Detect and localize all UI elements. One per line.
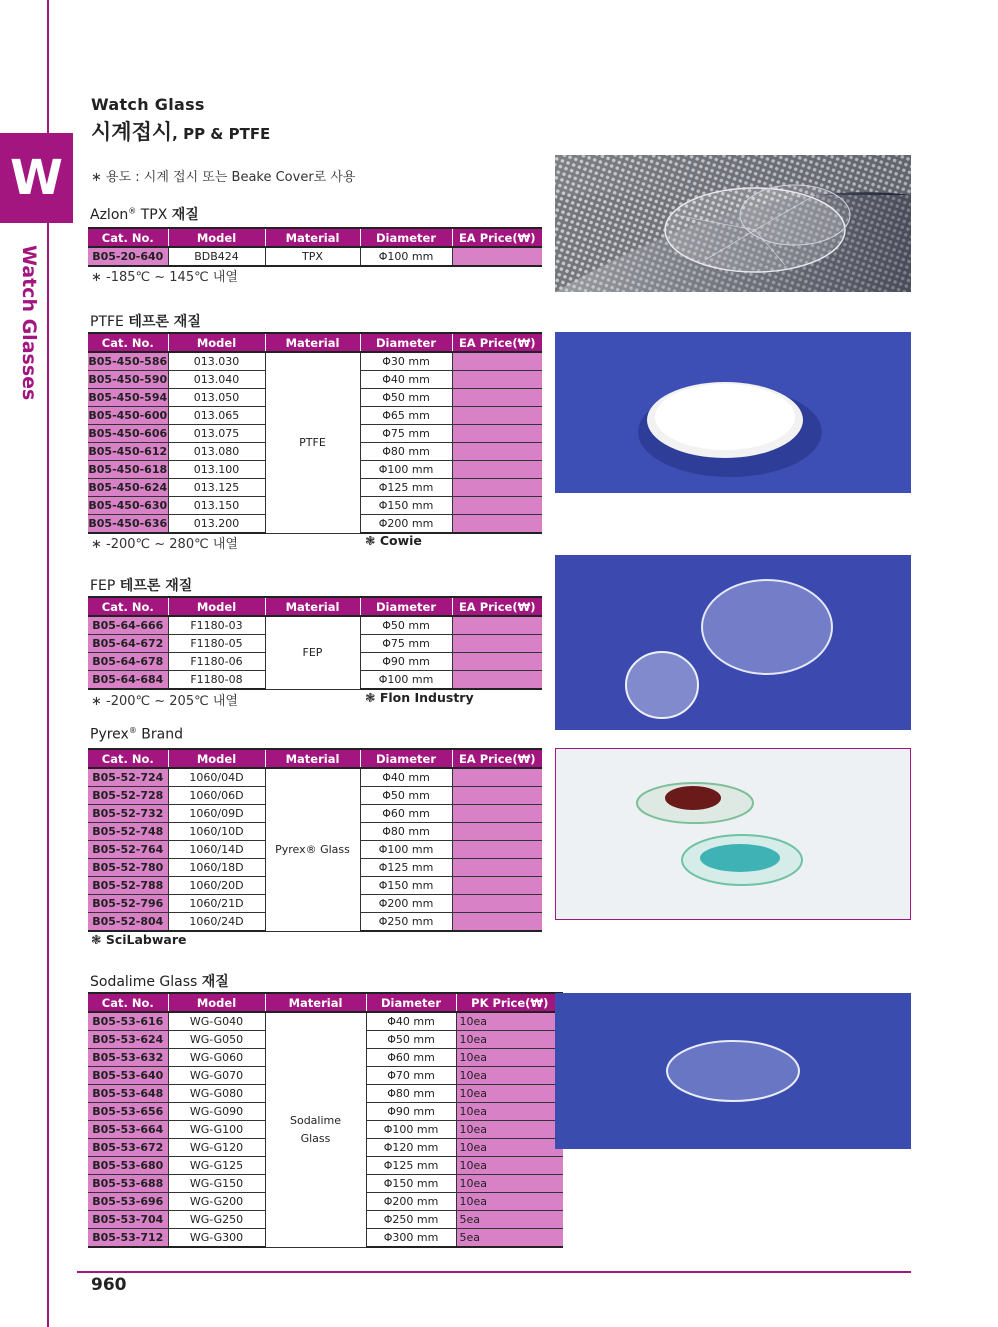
price-cell bbox=[452, 616, 542, 635]
cat-no-cell: B05-450-590 bbox=[88, 371, 168, 389]
price-cell bbox=[452, 768, 542, 787]
fep-watch-glass-photo bbox=[555, 555, 911, 730]
diameter-cell: Φ90 mm bbox=[366, 1103, 456, 1121]
section-title-material: 재질 bbox=[201, 974, 229, 990]
model-cell: 013.200 bbox=[168, 515, 265, 534]
cat-no-cell: B05-450-612 bbox=[88, 443, 168, 461]
section-title-material: 테프론 재질 bbox=[119, 578, 193, 594]
price-cell bbox=[452, 787, 542, 805]
diameter-cell: Φ60 mm bbox=[366, 1049, 456, 1067]
table-row bbox=[88, 616, 542, 635]
diameter-cell: Φ150 mm bbox=[366, 1175, 456, 1193]
cat-no-cell: B05-52-764 bbox=[88, 841, 168, 859]
price-cell: 10ea bbox=[456, 1012, 563, 1031]
diameter-cell: Φ100 mm bbox=[360, 461, 452, 479]
diameter-cell: Φ90 mm bbox=[360, 653, 452, 671]
cat-no-cell: B05-53-688 bbox=[88, 1175, 168, 1193]
diameter-cell: Φ30 mm bbox=[360, 352, 452, 371]
column-header: Cat. No. bbox=[88, 749, 168, 768]
section-title-rest: Brand bbox=[136, 726, 183, 743]
price-cell bbox=[452, 671, 542, 690]
cat-no-cell: B05-52-780 bbox=[88, 859, 168, 877]
cat-no-cell: B05-53-616 bbox=[88, 1012, 168, 1031]
diameter-cell: Φ50 mm bbox=[360, 787, 452, 805]
cat-no-cell: B05-53-648 bbox=[88, 1085, 168, 1103]
column-header: EA Price(₩) bbox=[452, 749, 542, 768]
model-cell: 013.075 bbox=[168, 425, 265, 443]
cat-no-cell: B05-64-678 bbox=[88, 653, 168, 671]
cat-no-cell: B05-52-732 bbox=[88, 805, 168, 823]
diameter-cell: Φ100 mm bbox=[360, 841, 452, 859]
price-cell bbox=[452, 653, 542, 671]
manufacturer-label: ❃ SciLabware bbox=[91, 932, 187, 947]
column-header: Model bbox=[168, 333, 265, 352]
model-cell: WG-G080 bbox=[168, 1085, 265, 1103]
cat-no-cell: B05-52-748 bbox=[88, 823, 168, 841]
column-header: Diameter bbox=[366, 993, 456, 1012]
section-title-prefix: Sodalime Glass bbox=[90, 974, 202, 990]
diameter-cell: Φ125 mm bbox=[360, 479, 452, 497]
pyrex-watch-glass-photo bbox=[555, 748, 911, 920]
model-cell: 013.050 bbox=[168, 389, 265, 407]
material-cell: FEP bbox=[265, 616, 360, 689]
registered-mark: ® bbox=[128, 206, 137, 216]
model-cell: 013.150 bbox=[168, 497, 265, 515]
column-header: Material bbox=[265, 228, 360, 247]
price-cell bbox=[452, 515, 542, 534]
diameter-cell: Φ100 mm bbox=[366, 1121, 456, 1139]
diameter-cell: Φ50 mm bbox=[360, 616, 452, 635]
cat-no-cell: B05-64-666 bbox=[88, 616, 168, 635]
column-header: Material bbox=[265, 993, 366, 1012]
cat-no-cell: B05-20-640 bbox=[88, 247, 168, 266]
column-header: Material bbox=[265, 749, 360, 768]
price-cell: 10ea bbox=[456, 1085, 563, 1103]
cat-no-cell: B05-450-586 bbox=[88, 352, 168, 371]
temperature-note: ∗ -200℃ ~ 205℃ 내열 bbox=[91, 694, 238, 709]
title-ko-text: 시계접시 bbox=[91, 120, 173, 144]
model-cell: WG-G250 bbox=[168, 1211, 265, 1229]
diameter-cell: Φ75 mm bbox=[360, 635, 452, 653]
price-cell bbox=[452, 352, 542, 371]
cat-no-cell: B05-53-704 bbox=[88, 1211, 168, 1229]
price-cell: 10ea bbox=[456, 1049, 563, 1067]
diameter-cell: Φ80 mm bbox=[360, 443, 452, 461]
diameter-cell: Φ125 mm bbox=[366, 1157, 456, 1175]
price-cell bbox=[452, 877, 542, 895]
title-suffix: , PP & PTFE bbox=[172, 125, 271, 143]
spec-table bbox=[88, 992, 563, 1248]
model-cell: 013.125 bbox=[168, 479, 265, 497]
cat-no-cell: B05-450-636 bbox=[88, 515, 168, 534]
material-cell: TPX bbox=[265, 247, 360, 266]
cat-no-cell: B05-52-724 bbox=[88, 768, 168, 787]
diameter-cell: Φ80 mm bbox=[366, 1085, 456, 1103]
model-cell: 1060/04D bbox=[168, 768, 265, 787]
column-header: Cat. No. bbox=[88, 993, 168, 1012]
diameter-cell: Φ65 mm bbox=[360, 407, 452, 425]
price-cell bbox=[452, 841, 542, 859]
footer-rule bbox=[77, 1271, 911, 1273]
diameter-cell: Φ40 mm bbox=[360, 371, 452, 389]
column-header: Diameter bbox=[360, 333, 452, 352]
price-cell bbox=[452, 805, 542, 823]
column-header: Diameter bbox=[360, 597, 452, 616]
model-cell: WG-G090 bbox=[168, 1103, 265, 1121]
price-cell: 5ea bbox=[456, 1211, 563, 1229]
model-cell: 013.065 bbox=[168, 407, 265, 425]
temperature-note: ∗ -200℃ ~ 280℃ 내열 bbox=[91, 537, 238, 552]
model-cell: WG-G100 bbox=[168, 1121, 265, 1139]
section-title bbox=[90, 204, 199, 224]
section-title-prefix: Azlon bbox=[90, 207, 129, 223]
table-row bbox=[88, 352, 542, 371]
column-header: Cat. No. bbox=[88, 597, 168, 616]
diameter-cell: Φ250 mm bbox=[360, 913, 452, 932]
price-cell: 10ea bbox=[456, 1103, 563, 1121]
column-header: Material bbox=[265, 333, 360, 352]
model-cell: F1180-06 bbox=[168, 653, 265, 671]
price-cell bbox=[452, 443, 542, 461]
column-header: Cat. No. bbox=[88, 333, 168, 352]
cat-no-cell: B05-53-656 bbox=[88, 1103, 168, 1121]
price-cell: 10ea bbox=[456, 1157, 563, 1175]
diameter-cell: Φ100 mm bbox=[360, 247, 452, 266]
section-title-prefix: PTFE bbox=[90, 314, 129, 330]
price-cell: 10ea bbox=[456, 1121, 563, 1139]
diameter-cell: Φ250 mm bbox=[366, 1211, 456, 1229]
page-number: 960 bbox=[91, 1275, 127, 1295]
price-cell bbox=[452, 461, 542, 479]
price-cell bbox=[452, 407, 542, 425]
page-title-ko bbox=[91, 116, 270, 146]
cat-no-cell: B05-450-618 bbox=[88, 461, 168, 479]
price-cell bbox=[452, 371, 542, 389]
column-header: Diameter bbox=[360, 228, 452, 247]
table-row bbox=[88, 1012, 563, 1031]
diameter-cell: Φ200 mm bbox=[360, 515, 452, 534]
model-cell: F1180-08 bbox=[168, 671, 265, 690]
cat-no-cell: B05-450-594 bbox=[88, 389, 168, 407]
price-cell bbox=[452, 425, 542, 443]
cat-no-cell: B05-53-696 bbox=[88, 1193, 168, 1211]
cat-no-cell: B05-450-600 bbox=[88, 407, 168, 425]
table-row bbox=[88, 768, 542, 787]
model-cell: 013.080 bbox=[168, 443, 265, 461]
model-cell: 1060/18D bbox=[168, 859, 265, 877]
model-cell: 013.040 bbox=[168, 371, 265, 389]
section-title bbox=[90, 575, 192, 595]
price-cell bbox=[452, 389, 542, 407]
price-cell bbox=[452, 859, 542, 877]
cat-no-cell: B05-64-684 bbox=[88, 671, 168, 690]
model-cell: 1060/21D bbox=[168, 895, 265, 913]
manufacturer-label: ❃ Cowie bbox=[365, 533, 422, 548]
section-title-rest: TPX bbox=[136, 207, 172, 223]
model-cell: 1060/09D bbox=[168, 805, 265, 823]
price-cell bbox=[452, 479, 542, 497]
section-title bbox=[90, 726, 183, 743]
diameter-cell: Φ120 mm bbox=[366, 1139, 456, 1157]
diameter-cell: Φ125 mm bbox=[360, 859, 452, 877]
column-header: Material bbox=[265, 597, 360, 616]
material-cell: Sodalime Glass bbox=[265, 1012, 366, 1247]
cat-no-cell: B05-52-788 bbox=[88, 877, 168, 895]
vertical-section-label: Watch Glasses bbox=[18, 245, 40, 401]
column-header: PK Price(₩) bbox=[456, 993, 563, 1012]
diameter-cell: Φ300 mm bbox=[366, 1229, 456, 1248]
spec-table bbox=[88, 596, 542, 690]
price-cell: 10ea bbox=[456, 1193, 563, 1211]
diameter-cell: Φ150 mm bbox=[360, 497, 452, 515]
spec-table bbox=[88, 332, 542, 534]
table-row bbox=[88, 247, 542, 266]
model-cell: F1180-03 bbox=[168, 616, 265, 635]
section-title-prefix: Pyrex bbox=[90, 726, 129, 743]
cat-no-cell: B05-450-624 bbox=[88, 479, 168, 497]
model-cell: WG-G060 bbox=[168, 1049, 265, 1067]
sodalime-watch-glass-photo bbox=[555, 993, 911, 1149]
column-header: EA Price(₩) bbox=[452, 228, 542, 247]
diameter-cell: Φ70 mm bbox=[366, 1067, 456, 1085]
cat-no-cell: B05-53-712 bbox=[88, 1229, 168, 1248]
diameter-cell: Φ50 mm bbox=[366, 1031, 456, 1049]
cat-no-cell: B05-52-728 bbox=[88, 787, 168, 805]
section-title bbox=[90, 971, 229, 991]
section-title-material: 재질 bbox=[171, 207, 199, 223]
model-cell: WG-G300 bbox=[168, 1229, 265, 1248]
section-letter-tab bbox=[0, 133, 73, 223]
price-cell bbox=[452, 247, 542, 266]
diameter-cell: Φ50 mm bbox=[360, 389, 452, 407]
diameter-cell: Φ150 mm bbox=[360, 877, 452, 895]
column-header: EA Price(₩) bbox=[452, 333, 542, 352]
cat-no-cell: B05-64-672 bbox=[88, 635, 168, 653]
usage-note: ∗ 용도 : 시계 접시 또는 Beake Cover로 사용 bbox=[91, 170, 356, 185]
diameter-cell: Φ40 mm bbox=[366, 1012, 456, 1031]
model-cell: 013.100 bbox=[168, 461, 265, 479]
diameter-cell: Φ80 mm bbox=[360, 823, 452, 841]
cat-no-cell: B05-52-796 bbox=[88, 895, 168, 913]
model-cell: WG-G120 bbox=[168, 1139, 265, 1157]
diameter-cell: Φ40 mm bbox=[360, 768, 452, 787]
cat-no-cell: B05-53-672 bbox=[88, 1139, 168, 1157]
cat-no-cell: B05-450-630 bbox=[88, 497, 168, 515]
spec-table bbox=[88, 748, 542, 932]
price-cell: 10ea bbox=[456, 1031, 563, 1049]
tpx-watch-glass-photo bbox=[555, 155, 911, 292]
section-title-prefix: FEP bbox=[90, 578, 120, 594]
cat-no-cell: B05-53-640 bbox=[88, 1067, 168, 1085]
registered-mark: ® bbox=[128, 726, 137, 735]
column-header: Model bbox=[168, 228, 265, 247]
cat-no-cell: B05-53-632 bbox=[88, 1049, 168, 1067]
model-cell: WG-G040 bbox=[168, 1012, 265, 1031]
cat-no-cell: B05-53-680 bbox=[88, 1157, 168, 1175]
model-cell: F1180-05 bbox=[168, 635, 265, 653]
model-cell: WG-G070 bbox=[168, 1067, 265, 1085]
section-letter: W bbox=[10, 150, 63, 206]
price-cell: 5ea bbox=[456, 1229, 563, 1248]
model-cell: 013.030 bbox=[168, 352, 265, 371]
diameter-cell: Φ75 mm bbox=[360, 425, 452, 443]
cat-no-cell: B05-53-624 bbox=[88, 1031, 168, 1049]
manufacturer-label: ❃ Flon Industry bbox=[365, 690, 474, 705]
diameter-cell: Φ200 mm bbox=[366, 1193, 456, 1211]
column-header: Diameter bbox=[360, 749, 452, 768]
price-cell bbox=[452, 635, 542, 653]
material-cell: PTFE bbox=[265, 352, 360, 533]
price-cell: 10ea bbox=[456, 1067, 563, 1085]
spec-table bbox=[88, 227, 542, 267]
column-header: Model bbox=[168, 597, 265, 616]
diameter-cell: Φ200 mm bbox=[360, 895, 452, 913]
column-header: Model bbox=[168, 749, 265, 768]
model-cell: 1060/06D bbox=[168, 787, 265, 805]
price-cell: 10ea bbox=[456, 1139, 563, 1157]
model-cell: WG-G150 bbox=[168, 1175, 265, 1193]
model-cell: WG-G125 bbox=[168, 1157, 265, 1175]
cat-no-cell: B05-450-606 bbox=[88, 425, 168, 443]
temperature-note: ∗ -185℃ ~ 145℃ 내열 bbox=[91, 270, 238, 285]
column-header: Model bbox=[168, 993, 265, 1012]
section-title-material: 테프론 재질 bbox=[128, 314, 201, 330]
model-cell: 1060/14D bbox=[168, 841, 265, 859]
material-cell: Pyrex® Glass bbox=[265, 768, 360, 931]
ptfe-watch-glass-photo bbox=[555, 332, 911, 493]
price-cell bbox=[452, 823, 542, 841]
model-cell: 1060/24D bbox=[168, 913, 265, 932]
section-title bbox=[90, 311, 201, 331]
price-cell bbox=[452, 895, 542, 913]
column-header: EA Price(₩) bbox=[452, 597, 542, 616]
model-cell: 1060/20D bbox=[168, 877, 265, 895]
cat-no-cell: B05-53-664 bbox=[88, 1121, 168, 1139]
model-cell: BDB424 bbox=[168, 247, 265, 266]
column-header: Cat. No. bbox=[88, 228, 168, 247]
cat-no-cell: B05-52-804 bbox=[88, 913, 168, 932]
price-cell bbox=[452, 497, 542, 515]
diameter-cell: Φ100 mm bbox=[360, 671, 452, 690]
model-cell: WG-G050 bbox=[168, 1031, 265, 1049]
model-cell: 1060/10D bbox=[168, 823, 265, 841]
price-cell: 10ea bbox=[456, 1175, 563, 1193]
model-cell: WG-G200 bbox=[168, 1193, 265, 1211]
price-cell bbox=[452, 913, 542, 932]
page-title-en: Watch Glass bbox=[91, 95, 205, 114]
diameter-cell: Φ60 mm bbox=[360, 805, 452, 823]
